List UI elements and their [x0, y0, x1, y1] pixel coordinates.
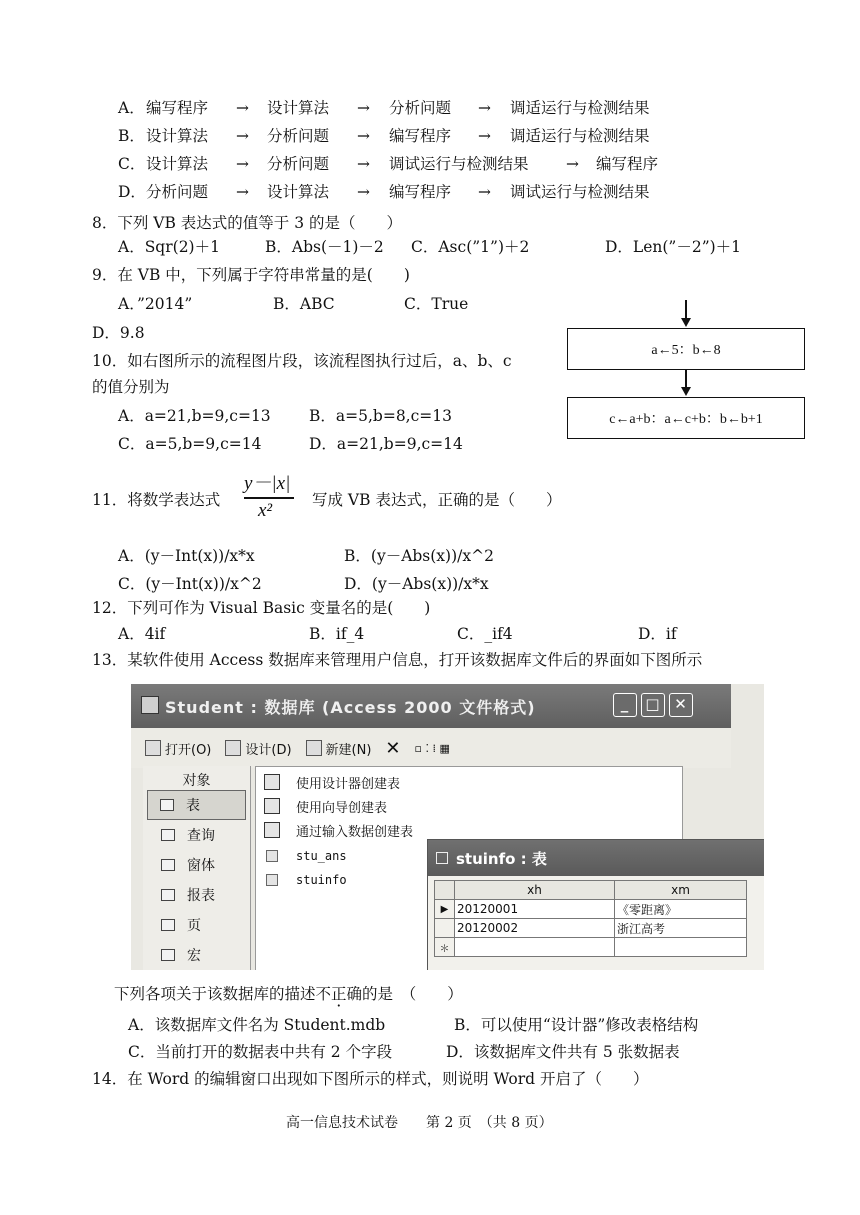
new-button[interactable]: 新建(N)	[306, 739, 372, 758]
stuinfo-grid	[434, 880, 747, 957]
q7-step: 设计算法	[267, 183, 330, 201]
close-icon[interactable]: ✕	[669, 693, 693, 717]
q7-step: 调试运行与检测结果	[510, 183, 650, 201]
q7-option-label: D．	[118, 183, 146, 201]
q11-option-a: A．(y－Int(x))/x*x	[118, 547, 255, 565]
view-icons-icon[interactable]: ▫ ⁚ ⁞ ▦	[414, 741, 450, 755]
q10-option-c: C．a=5,b=9,c=14	[118, 435, 262, 453]
q8-option-c: C．Asc(”1”)＋2	[411, 238, 530, 256]
q7-step: 设计算法	[146, 127, 209, 145]
objects-panel	[143, 766, 251, 970]
object-forms[interactable]: 窗体	[143, 850, 250, 880]
list-item-stuinfo[interactable]: stuinfo	[264, 869, 347, 891]
fraction-bar	[244, 497, 294, 499]
q10-option-b: B．a=5,b=8,c=13	[309, 407, 452, 425]
q12-option-c: C．_if4	[457, 625, 513, 643]
q11-option-d: D．(y－Abs(x))/x*x	[344, 575, 489, 593]
q7-step: 编写程序	[389, 183, 452, 201]
q9-stem: 9．在 VB 中，下列属于字符串常量的是( )	[92, 266, 410, 284]
table-icon	[266, 850, 278, 862]
objects-header: 对象	[182, 773, 211, 789]
table-icon	[436, 852, 448, 864]
open-icon	[145, 740, 161, 756]
stuinfo-titlebar: stuinfo : 表	[428, 840, 764, 876]
right-arrow-icon: →	[357, 183, 370, 201]
design-button[interactable]: 设计(D)	[225, 739, 291, 758]
page-footer: 高一信息技术试卷 第 2 页 （共 8 页）	[286, 1115, 553, 1131]
q7-option-label: C．	[118, 155, 146, 173]
table-row[interactable]	[435, 900, 747, 919]
flow-arrow-1	[681, 318, 691, 327]
column-header-xh[interactable]: xh	[455, 881, 615, 900]
cell-xm[interactable]	[615, 938, 747, 957]
list-item-designer[interactable]: 使用设计器创建表	[264, 771, 400, 793]
cell-xh[interactable]: 20120002	[455, 919, 615, 938]
new-row-marker[interactable]: ＊	[435, 938, 455, 957]
database-icon	[141, 696, 159, 714]
q12-option-d: D．if	[638, 625, 677, 643]
q7-step: 编写程序	[389, 127, 452, 145]
q9-option-b: B．ABC	[273, 295, 335, 313]
column-header-xm[interactable]: xm	[615, 881, 747, 900]
q8-option-b: B．Abs(－1)－2	[265, 238, 384, 256]
q11-numerator: y－|x|	[244, 473, 291, 494]
access-titlebar	[131, 684, 731, 728]
q7-option-label: A．	[118, 99, 145, 117]
table-row-new[interactable]	[435, 938, 747, 957]
q8-stem: 8．下列 VB 表达式的值等于 3 的是（ ）	[92, 214, 403, 232]
access-title: Student : 数据库 (Access 2000 文件格式)	[165, 697, 536, 717]
stuinfo-window	[427, 839, 764, 970]
grid-corner	[435, 881, 455, 900]
q7-step: 设计算法	[146, 155, 209, 173]
right-arrow-icon: →	[236, 155, 249, 173]
q7-step: 分析问题	[146, 183, 209, 201]
q12-option-b: B．if_4	[309, 625, 365, 643]
q11-option-c: C．(y－Int(x))/x^2	[118, 575, 262, 593]
q12-stem: 12．下列可作为 Visual Basic 变量名的是( )	[92, 599, 431, 617]
wizard-icon	[264, 798, 280, 814]
q7-step: 编写程序	[596, 155, 659, 173]
q11-denominator: x²	[258, 500, 273, 521]
q13-option-b: B．可以使用“设计器”修改表格结构	[454, 1016, 699, 1034]
right-arrow-icon: →	[566, 155, 579, 173]
q7-option-label: B．	[118, 127, 145, 145]
object-queries[interactable]: 查询	[143, 820, 250, 850]
q7-step: 调适运行与检测结果	[510, 99, 650, 117]
emphasis-text: 不正确	[315, 985, 363, 1003]
q13-option-d: D．该数据库文件共有 5 张数据表	[446, 1043, 680, 1061]
report-icon	[161, 889, 175, 901]
row-selector[interactable]: ▶	[435, 900, 455, 919]
q7-step: 分析问题	[267, 155, 330, 173]
q8-option-d: D．Len(”－2”)＋1	[605, 238, 742, 256]
page-icon	[161, 919, 175, 931]
q9-option-a: A．”2014”	[118, 295, 193, 313]
table-icon	[160, 799, 174, 811]
maximize-icon[interactable]: □	[641, 693, 665, 717]
q7-step: 调适运行与检测结果	[510, 127, 650, 145]
q7-step: 设计算法	[267, 99, 330, 117]
query-icon	[161, 829, 175, 841]
q7-step: 分析问题	[267, 127, 330, 145]
new-icon	[306, 740, 322, 756]
object-reports[interactable]: 报表	[143, 880, 250, 910]
access-screenshot	[131, 684, 764, 970]
list-item-wizard[interactable]: 使用向导创建表	[264, 795, 387, 817]
q8-option-a: A．Sqr(2)＋1	[118, 238, 220, 256]
open-button[interactable]: 打开(O)	[145, 739, 211, 758]
right-arrow-icon: →	[478, 99, 491, 117]
list-item-stu-ans[interactable]: stu_ans	[264, 845, 347, 867]
wizard-icon	[264, 774, 280, 790]
q10-option-d: D．a=21,b=9,c=14	[309, 435, 463, 453]
list-item-datasheet[interactable]: 通过输入数据创建表	[264, 819, 413, 841]
object-macros[interactable]: 宏	[143, 940, 250, 970]
flow-box-2: c←a+b：a←c+b：b←b+1	[567, 397, 805, 439]
q7-step: 调试运行与检测结果	[389, 155, 529, 173]
object-pages[interactable]: 页	[143, 910, 250, 940]
q9-option-c: C．True	[404, 295, 469, 313]
table-row[interactable]	[435, 919, 747, 938]
right-arrow-icon: →	[236, 183, 249, 201]
macro-icon	[161, 949, 175, 961]
flow-arrow-2	[681, 387, 691, 396]
row-selector[interactable]	[435, 919, 455, 938]
q9-option-d: D．9.8	[92, 324, 145, 342]
right-arrow-icon: →	[357, 155, 370, 173]
q13-option-c: C．当前打开的数据表中共有 2 个字段	[128, 1043, 393, 1061]
q13-stem: 13．某软件使用 Access 数据库来管理用户信息，打开该数据库文件后的界面如下图所示	[92, 651, 703, 669]
q7-step: 分析问题	[389, 99, 452, 117]
minimize-icon[interactable]: _	[613, 693, 637, 717]
q14-stem: 14．在 Word 的编辑窗口出现如下图所示的样式，则说明 Word 开启了（ ）	[92, 1070, 649, 1088]
right-arrow-icon: →	[357, 99, 370, 117]
cell-xh[interactable]	[455, 938, 615, 957]
flow-line-top	[685, 300, 687, 320]
q7-step: 编写程序	[146, 99, 209, 117]
q10-stem-line1: 10．如右图所示的流程图片段，该流程图执行过后，a、b、c	[92, 352, 512, 370]
table-icon	[266, 874, 278, 886]
wizard-icon	[264, 822, 280, 838]
design-icon	[225, 740, 241, 756]
right-arrow-icon: →	[478, 183, 491, 201]
q13-option-a: A．该数据库文件名为 Student.mdb	[128, 1016, 386, 1034]
q10-option-a: A．a=21,b=9,c=13	[118, 407, 271, 425]
right-arrow-icon: →	[236, 99, 249, 117]
cell-xm[interactable]: 浙江高考	[615, 919, 747, 938]
q10-stem-line2: 的值分别为	[92, 378, 170, 396]
right-arrow-icon: →	[357, 127, 370, 145]
right-arrow-icon: →	[478, 127, 491, 145]
right-arrow-icon: →	[236, 127, 249, 145]
access-toolbar	[131, 728, 731, 768]
delete-icon[interactable]: ✕	[385, 737, 401, 759]
flow-box-1: a←5：b←8	[567, 328, 805, 370]
q11-prefix: 11．将数学表达式	[92, 491, 221, 509]
cell-xm[interactable]: 《零距离》	[615, 900, 747, 919]
form-icon	[161, 859, 175, 871]
q13-substem: 下列各项关于该数据库的描述不正确的是 （ ）	[114, 985, 463, 1003]
cell-xh[interactable]: 20120001	[455, 900, 615, 919]
q11-option-b: B．(y－Abs(x))/x^2	[344, 547, 494, 565]
q11-suffix: 写成 VB 表达式，正确的是（ ）	[312, 491, 562, 509]
q12-option-a: A．4if	[118, 625, 166, 643]
object-tables[interactable]: 表	[147, 790, 246, 820]
